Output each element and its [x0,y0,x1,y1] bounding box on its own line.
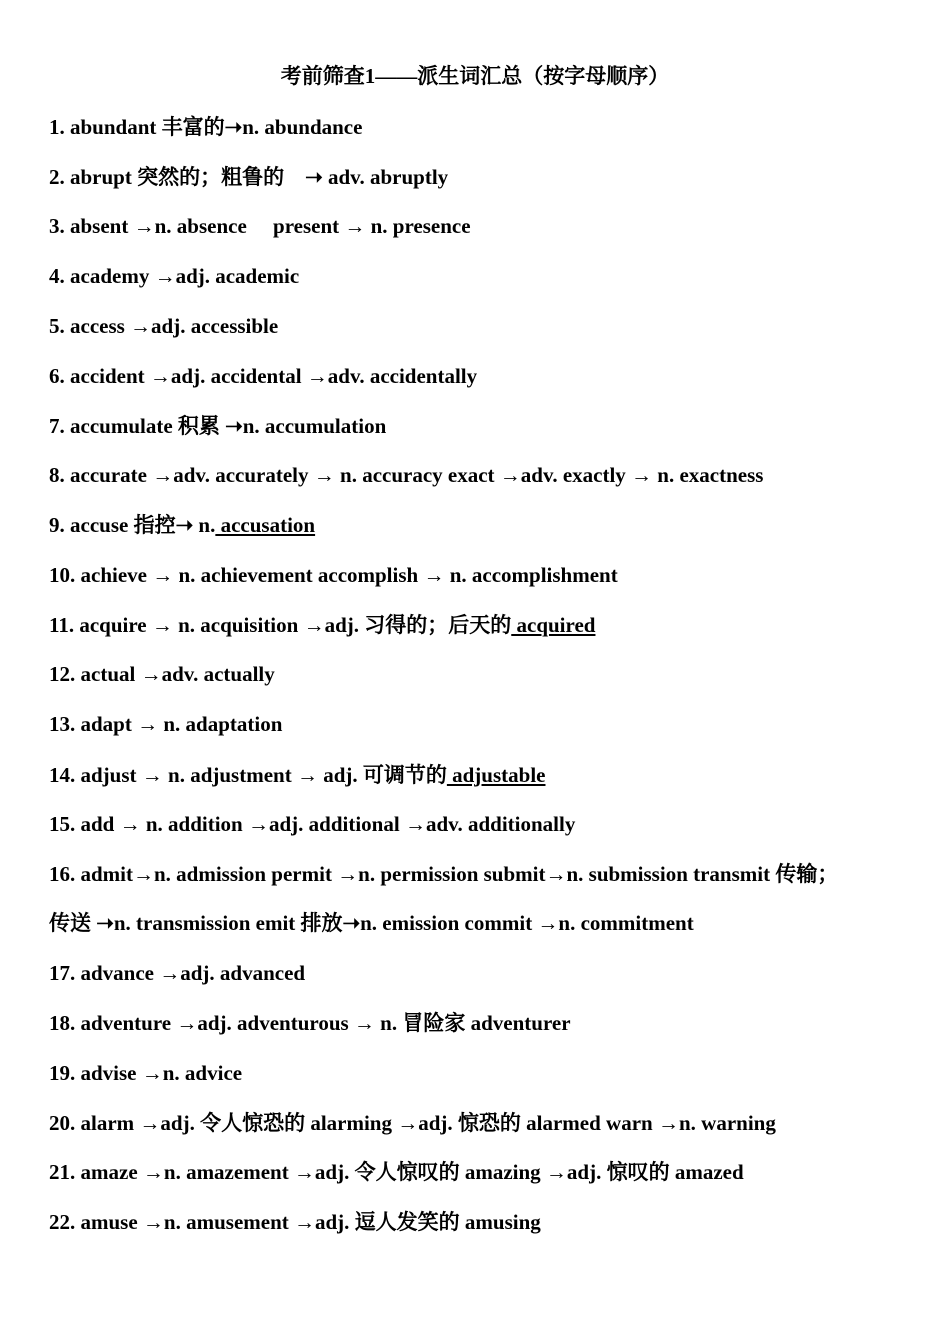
entry-19: 19. advise →n. advice [49,1061,243,1085]
entry-8: 8. accurate →adv. accurately → n. accuracy exact →adv. exactly → n. exactness [49,463,764,487]
entry-14: 14. adjust → n. adjustment → adj. 可调节的 adjustable [49,763,546,787]
entry-5: 5. access →adj. accessible [49,314,279,338]
entry-18: 18. adventure →adj. adventurous → n. 冒险家 adventurer [49,1011,571,1035]
entry-10: 10. achieve → n. achievement accomplish → n. accomplishment [49,563,618,587]
answer-blank: adjustable [446,763,546,787]
answer-blank: acquired [511,613,596,637]
entry-6: 6. accident →adj. accidental →adv. accidentally [49,364,478,388]
entry-1: 1. abundant 丰富的➝n. abundance [49,115,363,139]
entry-20: 20. alarm →adj. 令人惊恐的 alarming →adj. 惊恐的 alarmed warn →n. warning [49,1111,776,1135]
entry-22: 22. amuse →n. amusement →adj. 逗人发笑的 amusing [49,1210,541,1234]
entry-2: 2. abrupt 突然的；粗鲁的 ➝ adv. abruptly [49,165,449,189]
page-title: 考前筛查1——派生词汇总（按字母顺序） [280,64,670,88]
entry-3: 3. absent →n. absence present → n. presence [49,214,471,238]
entry-16: 16. admit→n. admission permit →n. permission submit→n. submission transmit 传输； [49,862,839,886]
entry-7: 7. accumulate 积累 ➝n. accumulation [49,414,387,438]
answer-blank: accusation [215,513,316,537]
entry-4: 4. academy →adj. academic [49,264,300,288]
entry-21: 21. amaze →n. amazement →adj. 令人惊叹的 amazing →adj. 惊叹的 amazed [49,1160,744,1184]
entry-9: 9. accuse 指控➝ n. accusation [49,513,316,537]
entry-17: 17. advance →adj. advanced [49,961,306,985]
entry-12: 12. actual →adv. actually [49,662,275,686]
entry-16-continued: 传送 ➝n. transmission emit 排放➝n. emission commit →n. commitment [49,911,694,935]
entry-13: 13. adapt → n. adaptation [49,712,283,736]
entry-15: 15. add → n. addition →adj. additional →adv. additionally [49,812,576,836]
entry-11: 11. acquire → n. acquisition →adj. 习得的；后天的 acquired [49,613,596,637]
